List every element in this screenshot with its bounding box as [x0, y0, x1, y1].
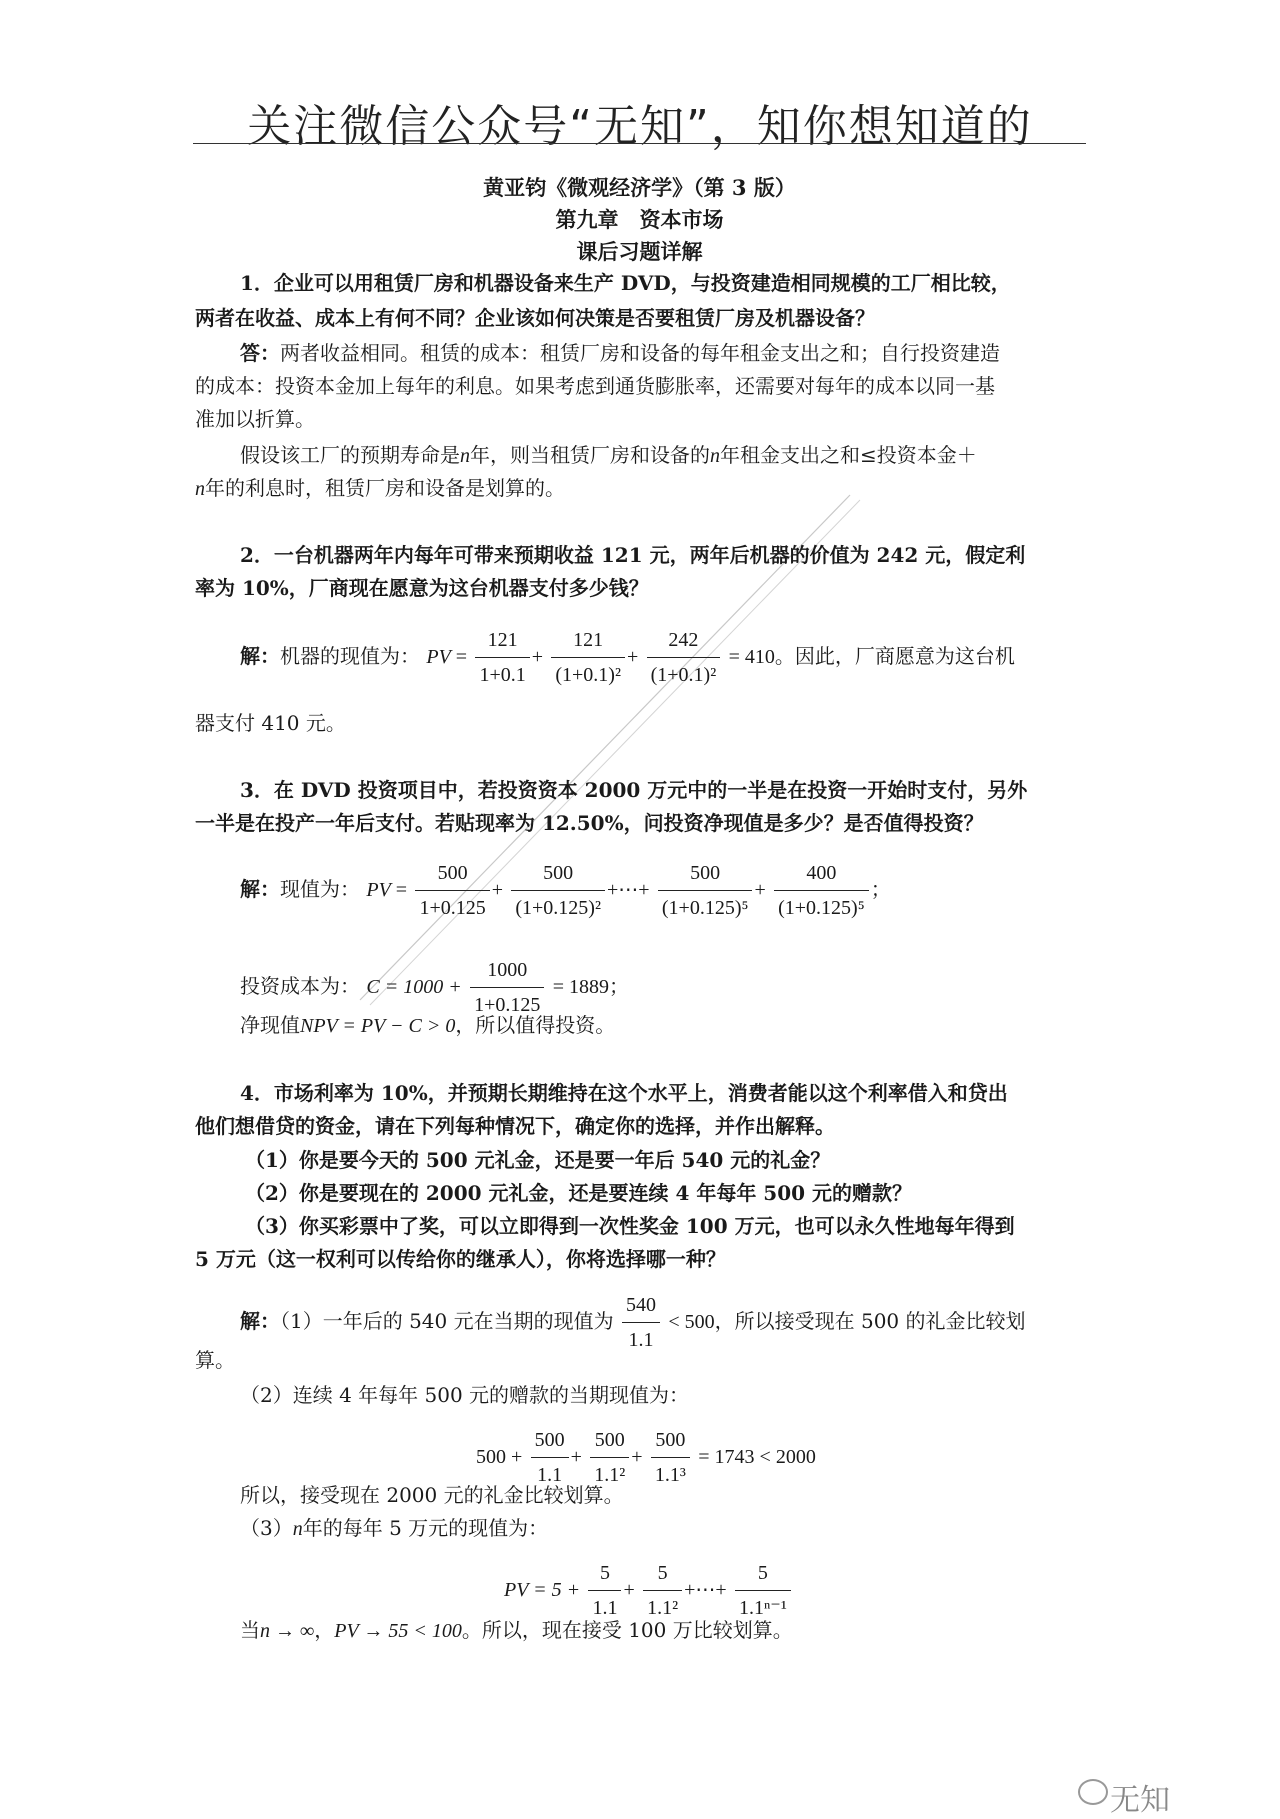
fraction: $\frac{500}{1.1}$: [531, 1425, 569, 1490]
q3-cost: 投资成本为： C = 1000 + $\frac{1000}{1+0.125}$ = 1889；: [240, 955, 629, 1020]
q3-solution: 解：现值为： PV = $\frac{500}{1+0.125}$ + $\frac{500}{\text{(1+0.125)²}}$ +⋯+ $\frac{500}{\text{(1+0.125)⁵}}$ + $\frac{400}{\text{(1+0.125)⁵}}$ ；: [240, 858, 891, 923]
fraction: $\frac{5}{\text{1.1²}}$: [643, 1558, 682, 1623]
source-watermark: 无知: [1110, 1783, 1170, 1818]
q1-answer-line3: 准加以折算。: [195, 407, 315, 431]
q3-line2: 一半是在投产一年后支付。若贴现率为 12.50%，问投资净现值是多少？是否值得投资？: [195, 811, 984, 835]
q4-answer3-equation: PV = 5 + $\frac{5}{1.1}$ + $\frac{5}{\text{1.1²}}$ +⋯+ $\frac{5}{\text{1.1ⁿ⁻¹}}$: [504, 1558, 793, 1623]
q2-line1: 2．一台机器两年内每年可带来预期收益 121 元，两年后机器的价值为 242 元，假定利: [240, 543, 1026, 567]
q4-answer2-equation: 500 + $\frac{500}{1.1}$ + $\frac{500}{\text{1.1²}}$ + $\frac{500}{\text{1.1³}}$ = 1743 < 2000: [476, 1425, 816, 1490]
q1-line2: 两者在收益、成本上有何不同？企业该如何决策是否要租赁厂房及机器设备？: [195, 306, 875, 330]
fraction: $\frac{500}{\text{(1+0.125)⁵}}$: [658, 858, 753, 923]
q4-line1: 4．市场利率为 10%，并预期长期维持在这个水平上，消费者能以这个利率借入和贷出: [240, 1081, 1008, 1105]
fraction: $\frac{242}{\text{(1+0.1)²}}$: [647, 625, 721, 690]
q4-answer1-end: 算。: [195, 1348, 235, 1372]
answer-label: 答：: [240, 341, 280, 365]
section-title: 课后习题详解: [576, 239, 703, 264]
fraction: $\frac{121}{\text{(1+0.1)²}}$: [551, 625, 625, 690]
q4-sub2: （2）你是要现在的 2000 元礼金，还是要连续 4 年每年 500 元的赠款？: [245, 1181, 913, 1205]
fraction: $\frac{400}{\text{(1+0.125)⁵}}$: [774, 858, 869, 923]
q1-answer-line5: n年的利息时，租赁厂房和设备是划算的。: [195, 476, 565, 500]
q4-line2: 他们想借贷的资金，请在下列每种情况下，确定你的选择，并作出解释。: [195, 1114, 835, 1138]
q1-answer-line1: 答：两者收益相同。租赁的成本：租赁厂房和设备的每年租金支出之和；自行投资建造: [240, 341, 1000, 365]
page-banner: 关注微信公众号“无知”，知你想知道的: [247, 101, 1033, 152]
fraction: $\frac{500}{\text{1.1²}}$: [590, 1425, 629, 1490]
q1-answer-line4: 假设该工厂的预期寿命是n年，则当租赁厂房和设备的n年租金支出之和≤投资本金＋: [240, 443, 977, 467]
q4-answer3-intro: （3）n年的每年 5 万元的现值为：: [240, 1516, 549, 1540]
fraction: $\frac{500}{\text{1.1³}}$: [651, 1425, 690, 1490]
wechat-icon: [1078, 1779, 1108, 1805]
q4-answer2-conclusion: 所以，接受现在 2000 元的礼金比较划算。: [240, 1483, 624, 1507]
q4-answer2-intro: （2）连续 4 年每年 500 元的赠款的当期现值为：: [240, 1383, 690, 1407]
fraction: $\frac{1000}{1+0.125}$: [470, 955, 544, 1020]
q4-sub3-line1: （3）你买彩票中了奖，可以立即得到一次性奖金 100 万元，也可以永久性地每年得到: [245, 1214, 1015, 1238]
banner-rule: [193, 143, 1086, 144]
fraction: $\frac{500}{1+0.125}$: [415, 858, 489, 923]
chapter-title: 第九章 资本市场: [555, 207, 724, 232]
q1-answer-line2: 的成本：投资本金加上每年的利息。如果考虑到通货膨胀率，还需要对每年的成本以同一基: [195, 374, 995, 398]
q3-npv: 净现值NPV = PV − C > 0，所以值得投资。: [240, 1013, 616, 1037]
q3-line1: 3．在 DVD 投资项目中，若投资资本 2000 万元中的一半是在投资一开始时支付，另外: [240, 778, 1028, 802]
q2-solution: 解：机器的现值为： PV = $\frac{121}{1+0.1}$ + $\frac{121}{\text{(1+0.1)²}}$ + $\frac{242}{\text{(1+0.1)²}}$ = 410。因此，厂商愿意为这台机: [240, 625, 1015, 690]
q2-solution-end: 器支付 410 元。: [195, 711, 346, 735]
book-title: 黄亚钧《微观经济学》（第 3 版）: [483, 175, 796, 200]
q1-line1: 1．企业可以用租赁厂房和机器设备来生产 DVD，与投资建造相同规模的工厂相比较，: [240, 271, 1011, 295]
q4-final: 当n → ∞，PV → 55 < 100。所以，现在接受 100 万比较划算。: [240, 1618, 793, 1642]
q4-sub3-line2: 5 万元（这一权利可以传给你的继承人），你将选择哪一种？: [195, 1247, 726, 1271]
fraction: $\frac{500}{\text{(1+0.125)²}}$: [511, 858, 605, 923]
fraction: $\frac{5}{1.1}$: [588, 1558, 621, 1623]
fraction: $\frac{540}{1.1}$: [622, 1290, 660, 1355]
q4-answer1: 解：（1）一年后的 540 元在当期的现值为 $\frac{540}{1.1}$ < 500，所以接受现在 500 的礼金比较划: [240, 1290, 1026, 1355]
fraction: $\frac{5}{\text{1.1ⁿ⁻¹}}$: [735, 1558, 791, 1623]
q4-sub1: （1）你是要今天的 500 元礼金，还是要一年后 540 元的礼金？: [245, 1148, 831, 1172]
q2-line2: 率为 10%，厂商现在愿意为这台机器支付多少钱？: [195, 576, 649, 600]
fraction: $\frac{121}{1+0.1}$: [475, 625, 529, 690]
